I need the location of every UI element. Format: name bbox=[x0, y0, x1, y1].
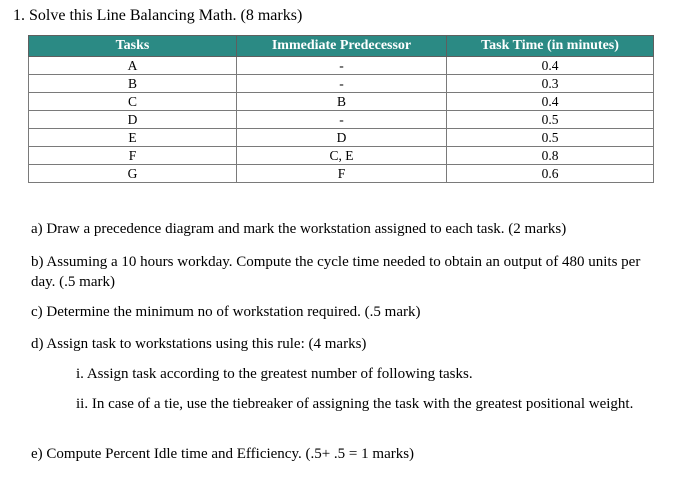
table-row bbox=[29, 93, 654, 111]
task-cell: E bbox=[29, 129, 237, 147]
time-cell: 0.6 bbox=[447, 165, 654, 183]
time-cell: 0.8 bbox=[447, 147, 654, 165]
predecessor-cell: - bbox=[237, 111, 447, 129]
table-header-row bbox=[29, 36, 654, 57]
header-immediate-predecessor: Immediate Predecessor bbox=[237, 36, 447, 57]
predecessor-cell: F bbox=[237, 165, 447, 183]
predecessor-cell: B bbox=[237, 93, 447, 111]
predecessor-cell: C, E bbox=[237, 147, 447, 165]
time-cell: 0.5 bbox=[447, 111, 654, 129]
predecessor-cell: - bbox=[237, 57, 447, 75]
table-row bbox=[29, 57, 654, 75]
predecessor-cell: D bbox=[237, 129, 447, 147]
part-d-text: d) Assign task to workstations using this rule: (4 marks) bbox=[31, 336, 367, 352]
time-cell: 0.3 bbox=[447, 75, 654, 93]
question-title: 1. Solve this Line Balancing Math. (8 marks) bbox=[13, 7, 303, 24]
time-cell: 0.4 bbox=[447, 93, 654, 111]
time-cell: 0.5 bbox=[447, 129, 654, 147]
table-row bbox=[29, 75, 654, 93]
part-d-i-text: i. Assign task according to the greatest number of following tasks. bbox=[76, 366, 473, 382]
task-cell: G bbox=[29, 165, 237, 183]
part-d-ii-text: ii. In case of a tie, use the tiebreaker of assigning the task with the greatest positional weight. bbox=[76, 396, 634, 412]
task-cell: B bbox=[29, 75, 237, 93]
task-cell: A bbox=[29, 57, 237, 75]
part-c-text: c) Determine the minimum no of workstation required. (.5 mark) bbox=[31, 304, 421, 320]
part-b-text: b) Assuming a 10 hours workday. Compute the cycle time needed to obtain an output of 480 units per day. (.5 mark) bbox=[31, 254, 641, 290]
table-row bbox=[29, 129, 654, 147]
part-a-text: a) Draw a precedence diagram and mark the workstation assigned to each task. (2 marks) bbox=[31, 221, 567, 237]
line-balancing-table bbox=[28, 35, 654, 183]
predecessor-cell: - bbox=[237, 75, 447, 93]
table-row bbox=[29, 165, 654, 183]
header-tasks: Tasks bbox=[29, 36, 237, 57]
table-row bbox=[29, 111, 654, 129]
header-task-time: Task Time (in minutes) bbox=[447, 36, 654, 57]
table-row bbox=[29, 147, 654, 165]
part-e-text: e) Compute Percent Idle time and Efficiency. (.5+ .5 = 1 marks) bbox=[31, 446, 415, 462]
task-cell: D bbox=[29, 111, 237, 129]
task-cell: C bbox=[29, 93, 237, 111]
time-cell: 0.4 bbox=[447, 57, 654, 75]
task-cell: F bbox=[29, 147, 237, 165]
